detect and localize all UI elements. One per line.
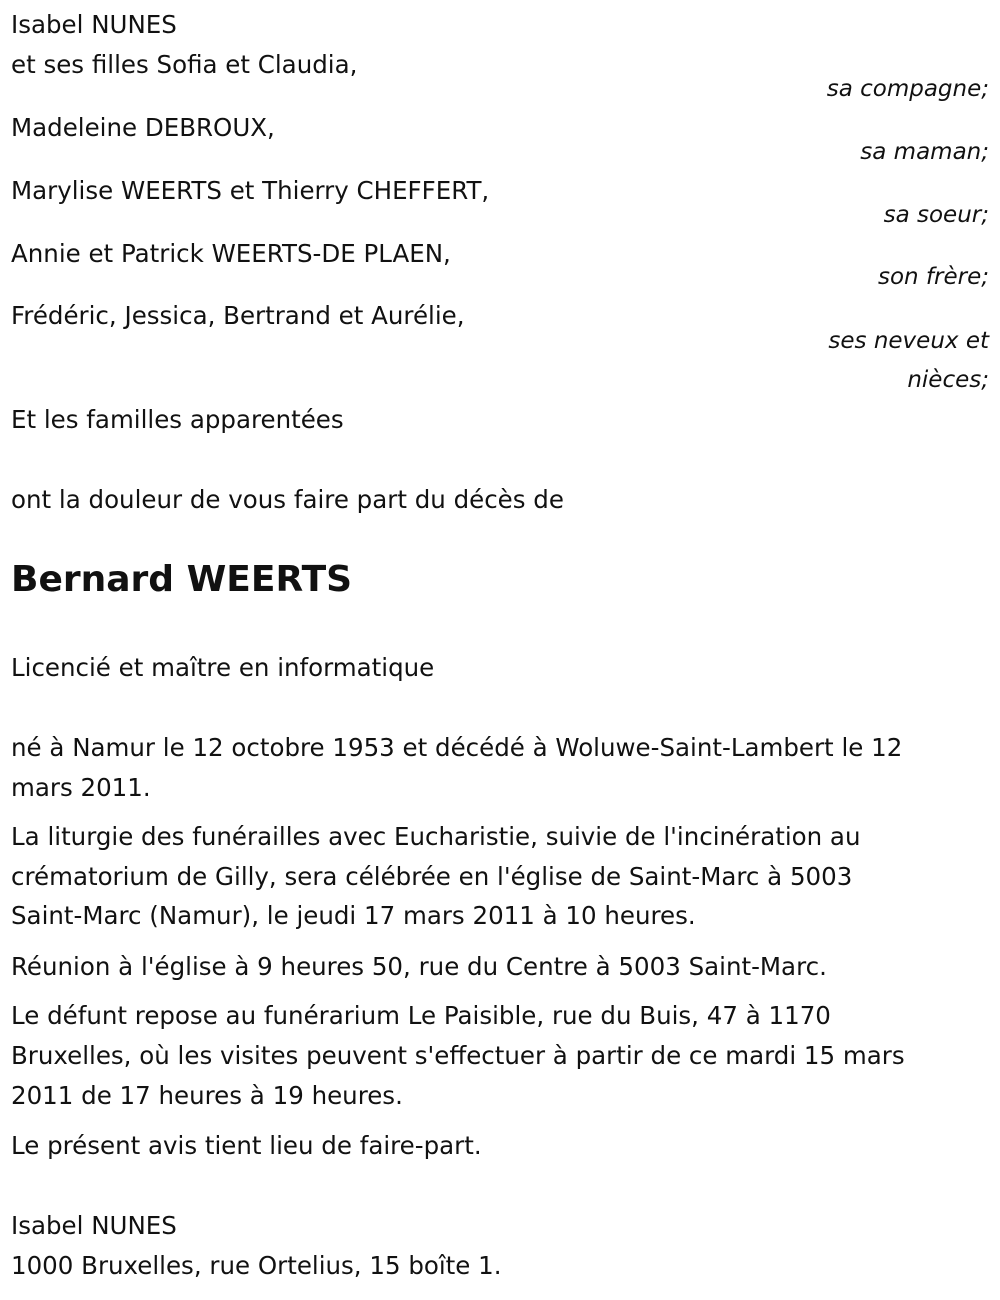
deceased-title: Licencié et maître en informatique (11, 653, 435, 682)
notice-text: Le présent avis tient lieu de faire-part. (11, 1131, 482, 1160)
rest-line3: 2011 de 17 heures à 19 heures. (11, 1081, 403, 1110)
relation-mother: sa maman; (860, 139, 989, 165)
relation-nephews-line1: ses neveux et (828, 328, 989, 354)
relation-sister: sa soeur; (883, 202, 989, 228)
relation-nephews-line2: nièces; (907, 367, 989, 393)
announcement-text: ont la douleur de vous faire part du décès de (11, 485, 564, 514)
contact-name: Isabel NUNES (11, 1211, 177, 1240)
deceased-name: Bernard WEERTS (11, 559, 353, 600)
liturgy-line1: La liturgie des funérailles avec Eucharistie, suivie de l'incinération au (11, 822, 861, 851)
relation-partner: sa compagne; (826, 76, 989, 102)
birth-death-line2: mars 2011. (11, 773, 151, 802)
meeting-text: Réunion à l'église à 9 heures 50, rue du Centre à 5003 Saint-Marc. (11, 952, 827, 981)
family-line-brother: Annie et Patrick WEERTS-DE PLAEN, (11, 239, 451, 268)
liturgy-line2: crématorium de Gilly, sera célébrée en l'église de Saint-Marc à 5003 (11, 862, 853, 891)
family-line-mother: Madeleine DEBROUX, (11, 113, 275, 142)
rest-line1: Le défunt repose au funérarium Le Paisible, rue du Buis, 47 à 1170 (11, 1001, 831, 1030)
family-line-isabel: Isabel NUNES (11, 10, 177, 39)
contact-address: 1000 Bruxelles, rue Ortelius, 15 boîte 1. (11, 1251, 502, 1280)
birth-death-line1: né à Namur le 12 octobre 1953 et décédé à Woluwe-Saint-Lambert le 12 (11, 733, 903, 762)
relation-brother: son frère; (877, 264, 989, 290)
rest-line2: Bruxelles, où les visites peuvent s'effectuer à partir de ce mardi 15 mars (11, 1041, 905, 1070)
family-line-sister: Marylise WEERTS et Thierry CHEFFERT, (11, 176, 490, 205)
family-line-daughters: et ses filles Sofia et Claudia, (11, 50, 358, 79)
family-line-relatives: Et les familles apparentées (11, 405, 344, 434)
liturgy-line3: Saint-Marc (Namur), le jeudi 17 mars 2011 à 10 heures. (11, 901, 696, 930)
family-line-nephews: Frédéric, Jessica, Bertrand et Aurélie, (11, 301, 465, 330)
